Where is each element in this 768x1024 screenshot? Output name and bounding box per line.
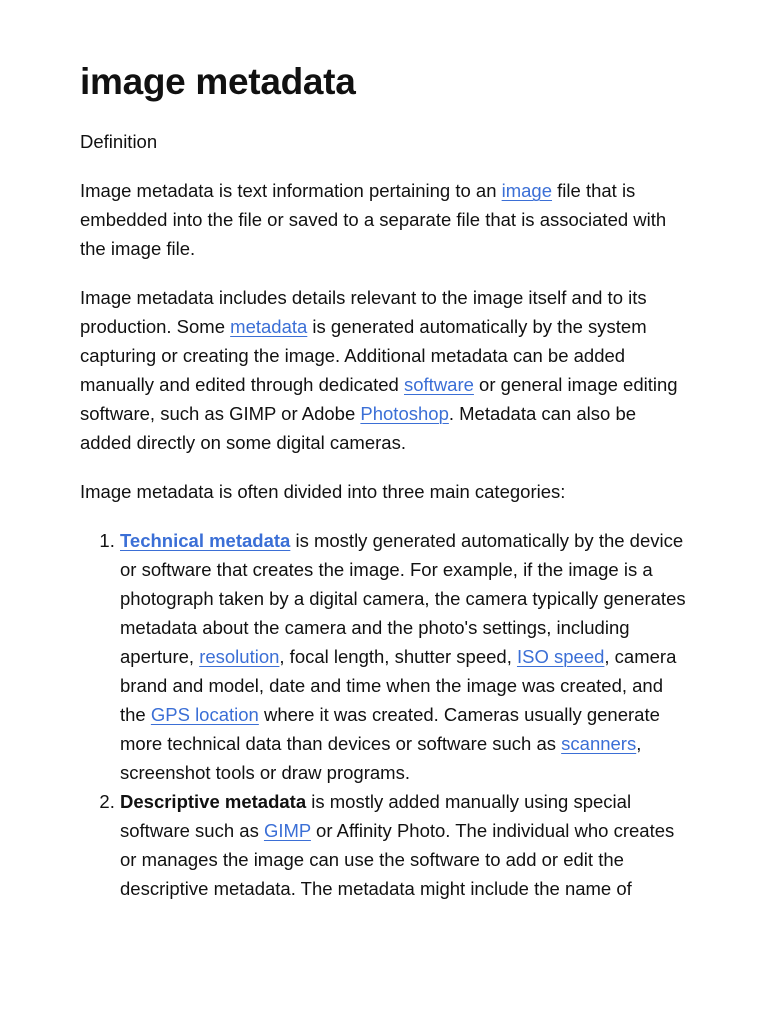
link-gimp[interactable]: GIMP	[263, 820, 311, 841]
paragraph-text: is generated automatically by the system capturing or creating the image. Additional metadata can be added manually and edited through dedicated	[80, 316, 647, 395]
link-gps-location[interactable]: GPS location	[150, 704, 259, 725]
list-item-text: is mostly added manually using special software such as	[120, 791, 632, 841]
list-item-descriptive	[120, 787, 688, 903]
link-iso-speed[interactable]: ISO speed	[516, 646, 605, 667]
link-image[interactable]: image	[501, 180, 553, 201]
list-item-text: or Affinity Photo. The individual who creates or manages the image can use the software to add or edit the descriptive metadata. The metadata might include the name of	[120, 820, 675, 899]
paragraph-text: Image metadata includes details relevant to the image itself and to its production. Some	[80, 287, 647, 337]
list-item-text: , focal length, shutter speed,	[279, 646, 517, 667]
paragraph-text: or general image editing software, such as GIMP or Adobe	[80, 374, 678, 424]
paragraph-categories: Image metadata is often divided into three main categories:	[80, 481, 566, 502]
link-resolution[interactable]: resolution	[199, 646, 280, 667]
paragraph-intro	[80, 176, 688, 263]
list-item-text: where it was created. Cameras usually generate more technical data than devices or software such as	[120, 704, 660, 754]
link-technical-metadata[interactable]	[120, 530, 290, 551]
link-photoshop[interactable]: Photoshop	[360, 403, 449, 424]
link-technical-metadata-label: Technical metadata	[120, 530, 291, 551]
link-metadata[interactable]: metadata	[230, 316, 308, 337]
list-item-text: is mostly generated automatically by the device or software that creates the image. For example, if the image is a photograph taken by a digital camera, the camera typically generates metadata about the camera and the photo's settings, including aperture,	[120, 530, 686, 667]
paragraph-text: . Metadata can also be added directly on some digital cameras.	[80, 403, 637, 453]
paragraph-text: Image metadata is text information pertaining to an	[80, 180, 502, 201]
descriptive-metadata-term: Descriptive metadata	[120, 791, 307, 812]
link-scanners[interactable]: scanners	[561, 733, 637, 754]
link-software[interactable]: software	[404, 374, 474, 395]
list-item-technical	[120, 526, 688, 787]
list-item-text: , screenshot tools or draw programs.	[120, 733, 642, 783]
page-title: image metadata	[80, 61, 356, 102]
paragraph-text: file that is embedded into the file or saved to a separate file that is associated with the image file.	[80, 180, 667, 259]
paragraph-details	[80, 283, 688, 457]
definition-subtitle: Definition	[80, 131, 158, 152]
list-item-text: , camera brand and model, date and time when the image was created, and the	[120, 646, 677, 725]
categories-list	[80, 526, 688, 903]
